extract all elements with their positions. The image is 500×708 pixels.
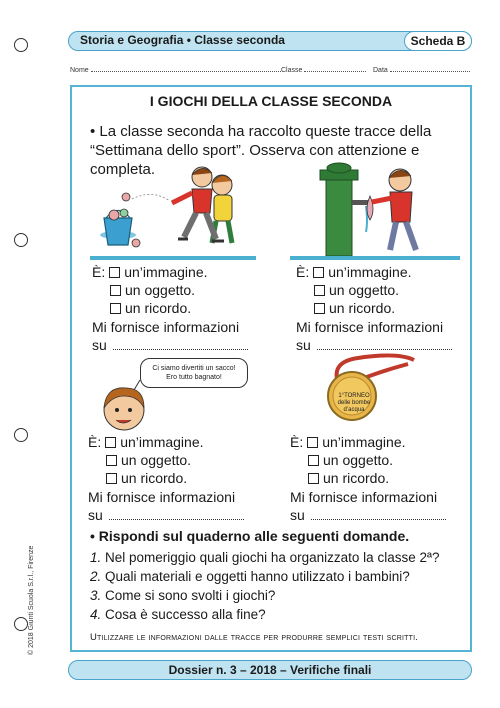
panel-4-info-line-2 xyxy=(290,506,446,524)
panel-3-info-su: su xyxy=(88,507,103,523)
panel-3-option-memory-label: un ricordo. xyxy=(121,470,188,486)
page-title: I GIOCHI DELLA CLASSE SECONDA xyxy=(149,93,393,109)
panel-1-answer-field[interactable] xyxy=(113,340,248,350)
question-2-text: Quali materiali e oggetti hanno utilizzato i bambini? xyxy=(105,569,410,584)
panel-4-option-memory xyxy=(290,469,406,487)
panel-2-checkbox-image[interactable] xyxy=(313,267,324,278)
medal-text xyxy=(334,393,374,414)
panel-1-option-object-label: un oggetto. xyxy=(125,282,196,298)
panel-4-option-object xyxy=(290,451,406,469)
panel-3-option-object-label: un oggetto. xyxy=(121,452,192,468)
panel-2-option-object-label: un oggetto. xyxy=(329,282,400,298)
panel-1-option-memory-label: un ricordo. xyxy=(125,300,192,316)
question-1-number: 1. xyxy=(90,550,102,565)
panel-2-checkbox-object[interactable] xyxy=(314,285,325,296)
panel-2-option-memory-label: un ricordo. xyxy=(329,300,396,316)
meta-nome xyxy=(70,66,281,74)
panel-2-checkbox-memory[interactable] xyxy=(314,303,325,314)
panel-2-info-line-1: Mi fornisce informazioni xyxy=(296,319,444,335)
questions-heading: • Rispondi sul quaderno alle seguenti domande. xyxy=(90,528,410,544)
panel-2-e-label: È: xyxy=(296,264,310,280)
panel-3-checkbox-object[interactable] xyxy=(106,455,117,466)
panel-4-option-image xyxy=(290,433,406,451)
meta-classe-line xyxy=(304,66,366,72)
panel-3-checkbox-memory[interactable] xyxy=(106,473,117,484)
panel-3-checklist xyxy=(88,433,204,487)
question-2-number: 2. xyxy=(90,569,102,584)
panel-1-option-object xyxy=(92,281,208,299)
panel-4-checklist xyxy=(290,433,406,487)
panel-4-checkbox-object[interactable] xyxy=(308,455,319,466)
question-2 xyxy=(90,569,410,584)
panel-1-checkbox-memory[interactable] xyxy=(110,303,121,314)
meta-nome-line xyxy=(91,66,281,72)
binder-hole-1 xyxy=(14,38,28,52)
medal-text-line-1: 1°TORNEO xyxy=(338,393,370,399)
panel-1-option-image xyxy=(92,263,208,281)
panel-3-option-image-label: un’immagine. xyxy=(120,434,204,450)
copyright-text: © 2018 Giunti Scuola S.r.l., Firenze xyxy=(28,545,35,655)
footer-bar: Dossier n. 3 – 2018 – Verifiche finali xyxy=(68,660,472,680)
medal-text-line-3: d’acqua xyxy=(343,407,365,413)
meta-classe xyxy=(281,66,366,74)
panel-4-e-label: È: xyxy=(290,434,304,450)
meta-data-label: Data xyxy=(373,67,388,74)
panel-1-option-image-label: un’immagine. xyxy=(124,264,208,280)
panel-4-answer-field[interactable] xyxy=(311,510,446,520)
panel-3-option-object xyxy=(88,451,204,469)
panel-4-info-su: su xyxy=(290,507,305,523)
medal-text-line-2: delle bombe xyxy=(337,400,371,406)
panel-1-info-line-2 xyxy=(92,336,248,354)
question-4-number: 4. xyxy=(90,607,102,622)
panel-4-option-memory-label: un ricordo. xyxy=(323,470,390,486)
panel-3-info-line-1: Mi fornisce informazioni xyxy=(88,489,236,505)
panel-1-info-line-1: Mi fornisce informazioni xyxy=(92,319,240,335)
fountain-boy-illustration xyxy=(300,160,460,258)
binder-hole-4 xyxy=(14,617,28,631)
panel-1-e-label: È: xyxy=(92,264,106,280)
instruction-note: Utilizzare le informazioni dalle tracce per produrre semplici testi scritti. xyxy=(90,632,419,643)
panel-2-answer-field[interactable] xyxy=(317,340,452,350)
panel-2-option-object xyxy=(296,281,412,299)
binder-hole-3 xyxy=(14,428,28,442)
panel-2-option-image-label: un’immagine. xyxy=(328,264,412,280)
panel-4-info-line-1: Mi fornisce informazioni xyxy=(290,489,438,505)
panel-1-ground xyxy=(90,256,256,260)
question-3-number: 3. xyxy=(90,588,102,603)
header-title: Storia e Geografia • Classe seconda xyxy=(80,33,285,47)
panel-1-checkbox-image[interactable] xyxy=(109,267,120,278)
panel-2-checklist xyxy=(296,263,412,317)
question-1 xyxy=(90,550,439,565)
panel-4-checkbox-memory[interactable] xyxy=(308,473,319,484)
binder-hole-2 xyxy=(14,233,28,247)
intro-text: • La classe seconda ha raccolto queste tracce della “Settimana dello sport”. Osserva con attenzione e completa. xyxy=(90,123,432,178)
panel-2-option-memory xyxy=(296,299,412,317)
meta-data xyxy=(373,66,470,74)
header-tab: Scheda B xyxy=(404,31,472,51)
panel-2-ground xyxy=(290,256,460,260)
talking-boy-illustration xyxy=(96,378,156,438)
panel-3-option-image xyxy=(88,433,204,451)
panel-2-option-image xyxy=(296,263,412,281)
panel-3-info-line-2 xyxy=(88,506,244,524)
speech-bubble xyxy=(140,358,248,388)
question-4 xyxy=(90,607,266,622)
panel-4-option-object-label: un oggetto. xyxy=(323,452,394,468)
panel-3-e-label: È: xyxy=(88,434,102,450)
meta-classe-label: Classe xyxy=(281,67,303,74)
panel-1-info-su: su xyxy=(92,337,107,353)
water-balloon-boys-illustration xyxy=(92,163,252,258)
panel-4-checkbox-image[interactable] xyxy=(307,437,318,448)
meta-nome-label: Nome xyxy=(70,67,89,74)
panel-1-checkbox-object[interactable] xyxy=(110,285,121,296)
question-4-text: Cosa è successo alla fine? xyxy=(105,607,266,622)
question-1-text: Nel pomeriggio quali giochi ha organizzato la classe 2ª? xyxy=(105,550,440,565)
panel-2-info-su: su xyxy=(296,337,311,353)
panel-1-checklist xyxy=(92,263,208,317)
panel-3-option-memory xyxy=(88,469,204,487)
panel-1-option-memory xyxy=(92,299,208,317)
meta-data-line xyxy=(390,66,470,72)
speech-bubble-line-2: Ero tutto bagnato! xyxy=(166,374,222,381)
panel-3-answer-field[interactable] xyxy=(109,510,244,520)
question-3 xyxy=(90,588,275,603)
panel-4-option-image-label: un’immagine. xyxy=(322,434,406,450)
panel-3-checkbox-image[interactable] xyxy=(105,437,116,448)
speech-bubble-line-1: Ci siamo divertiti un sacco! xyxy=(152,365,236,372)
question-3-text: Come si sono svolti i giochi? xyxy=(105,588,276,603)
